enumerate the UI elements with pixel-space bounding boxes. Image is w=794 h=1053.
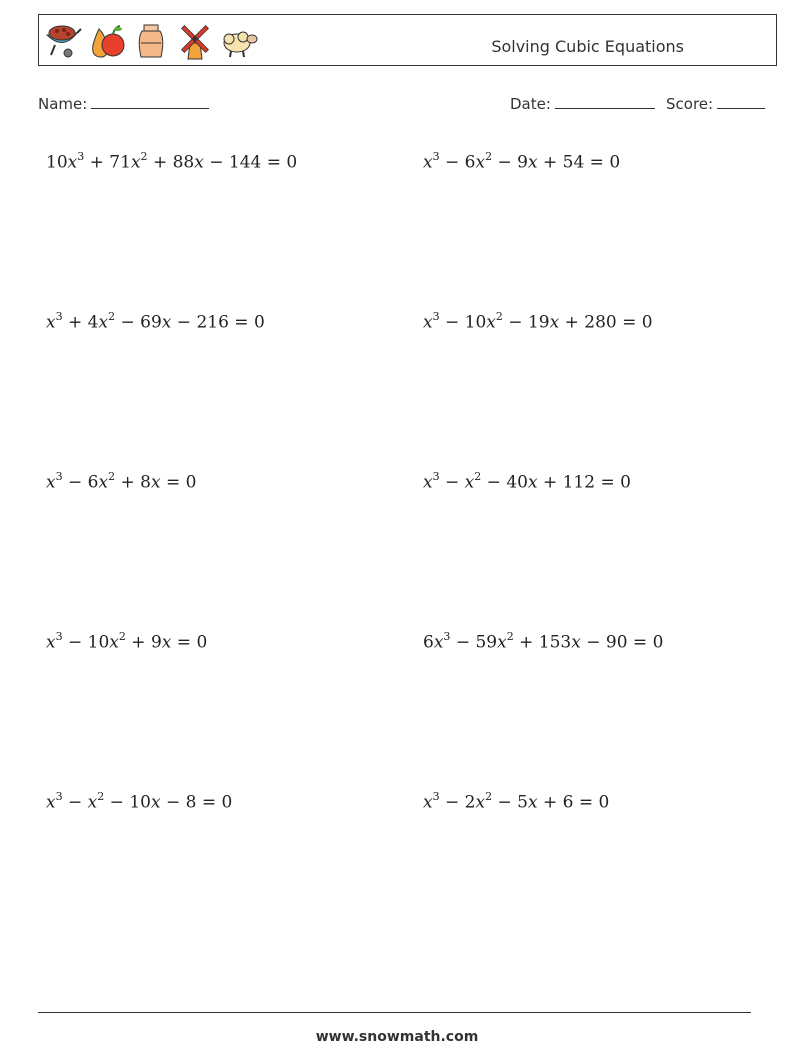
date-field[interactable]: [510, 94, 655, 113]
name-field[interactable]: [38, 94, 209, 113]
footer-website: www.snowmath.com: [315, 1029, 479, 1045]
name-blank-line[interactable]: [91, 94, 209, 109]
score-blank-line[interactable]: [717, 94, 765, 109]
header-icons: [43, 21, 259, 61]
equation-4: $x^3 - 10x^2 - 19x + 280 = 0$: [423, 310, 653, 333]
wheelbarrow-icon: [43, 21, 83, 61]
worksheet-header: [38, 14, 777, 66]
windmill-icon: [175, 21, 215, 61]
score-label: Score:: [666, 95, 714, 113]
date-label: Date:: [510, 95, 551, 113]
equation-8: $6x^3 - 59x^2 + 153x - 90 = 0$: [423, 630, 664, 653]
equation-3: $x^3 + 4x^2 - 69x - 216 = 0$: [46, 310, 265, 333]
footer-divider: [38, 1012, 751, 1013]
equation-2: $x^3 - 6x^2 - 9x + 54 = 0$: [423, 150, 621, 173]
equation-7: $x^3 - 10x^2 + 9x = 0$: [46, 630, 208, 653]
equation-5: $x^3 - 6x^2 + 8x = 0$: [46, 470, 197, 493]
equation-6: $x^3 - x^2 - 40x + 112 = 0$: [423, 470, 631, 493]
name-label: Name:: [38, 95, 88, 113]
pear-apple-icon: [87, 21, 127, 61]
score-field[interactable]: [666, 94, 765, 113]
worksheet-title: Solving Cubic Equations: [491, 37, 684, 56]
milk-jug-icon: [131, 21, 171, 61]
sheep-icon: [219, 21, 259, 61]
equation-9: $x^3 - x^2 - 10x - 8 = 0$: [46, 790, 233, 813]
equation-1: $10x^3 + 71x^2 + 88x - 144 = 0$: [46, 150, 298, 173]
date-blank-line[interactable]: [555, 94, 655, 109]
equation-10: $x^3 - 2x^2 - 5x + 6 = 0$: [423, 790, 610, 813]
